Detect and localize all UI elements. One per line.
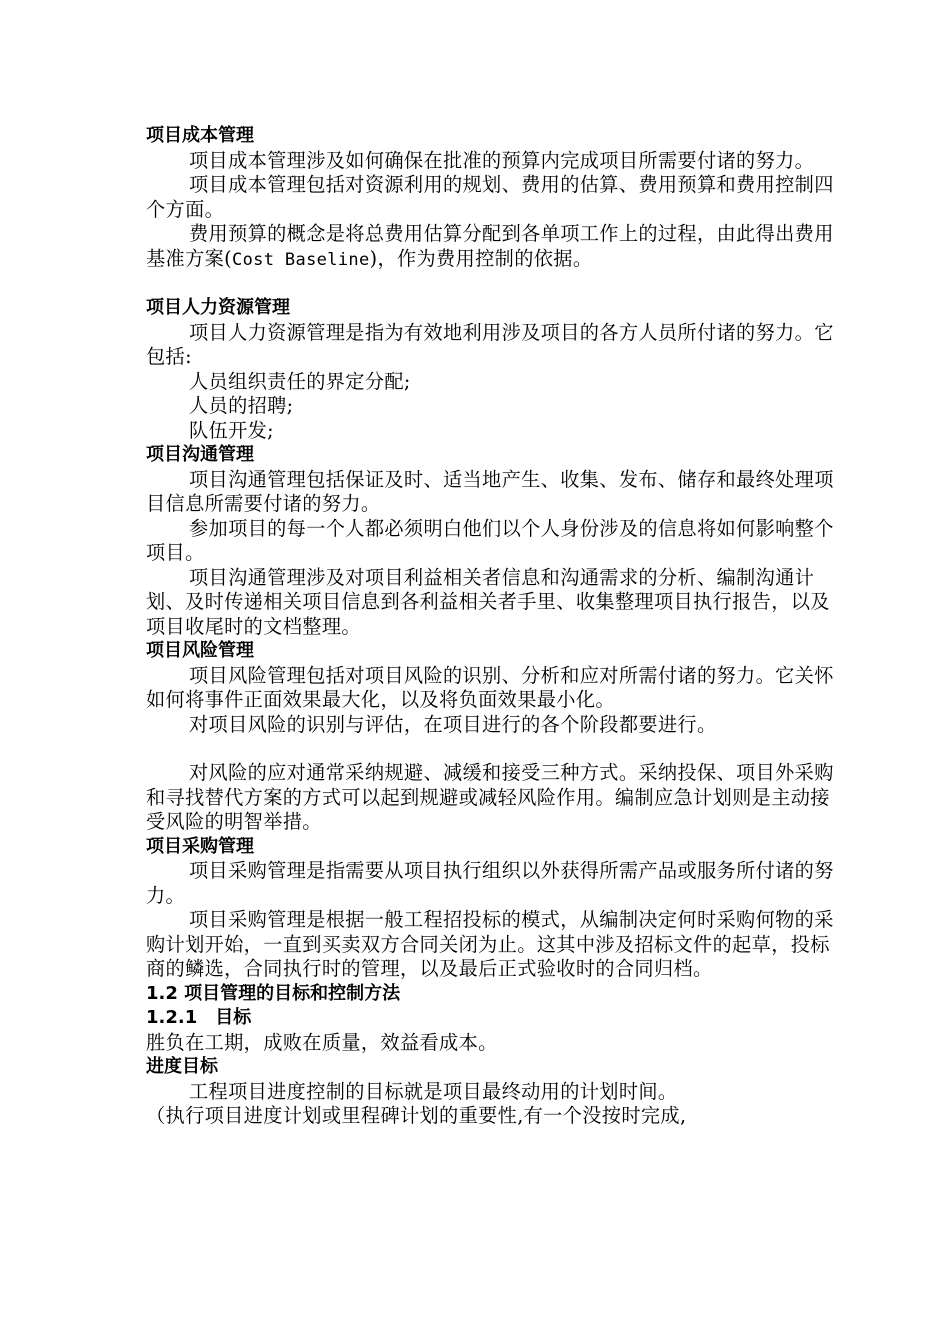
section-heading: 项目沟通管理 — [146, 444, 254, 465]
paragraph: 项目成本管理涉及如何确保在批准的预算内完成项目所需要付诸的努力。 — [189, 148, 815, 172]
document-page — [146, 124, 836, 1129]
text-run: 费用预算的概念是将总费用估算分配到各单项工作上的过程，由此得出费用 基准方案( — [146, 222, 834, 270]
section-procurement-management — [146, 835, 836, 982]
paragraph: 项目采购管理是指需要从项目执行组织以外获得所需产品或服务所付诸的努力。 — [146, 859, 834, 907]
paragraph: 项目采购管理是根据一般工程招投标的模式，从编制决定何时采购何物的采 购计划开始，一直到买卖双方合同关闭为止。这其中涉及招标文件的起草，投标 商的鳞选，合同执行时的管理，以及最后正式验收时的合同归档。 — [146, 908, 834, 980]
section-hr-management — [146, 296, 836, 443]
subsection-heading: 1.2.1 目标 — [146, 1007, 252, 1028]
paragraph: 对项目风险的识别与评估，在项目进行的各个阶段都要进行。 — [189, 712, 717, 736]
list-item: 队伍开发; — [189, 418, 274, 442]
paragraph: 项目人力资源管理是指为有效地利用涉及项目的各方人员所付诸的努力。它包括: — [146, 320, 834, 368]
text-run: )，作为费用控制的依据。 — [369, 246, 593, 270]
paragraph: 项目风险管理包括对项目风险的识别、分析和应对所需付诸的努力。它关怀 如何将事件正面效果最大化，以及将负面效果最小化。 — [146, 663, 834, 711]
paragraph — [146, 222, 836, 272]
cost-baseline-term: Cost Baseline — [232, 249, 370, 270]
section-schedule-goal — [146, 1055, 836, 1129]
list-item: 人员组织责任的界定分配; — [189, 369, 411, 393]
section-heading: 项目成本管理 — [146, 125, 254, 146]
list-item: 人员的招聘; — [189, 394, 294, 417]
section-heading: 项目人力资源管理 — [146, 297, 290, 318]
section-heading: 项目风险管理 — [146, 640, 254, 661]
chapter-heading: 1.2 项目管理的目标和控制方法 — [146, 982, 401, 1004]
section-goals — [146, 982, 836, 1056]
section-heading: 项目采购管理 — [146, 835, 254, 857]
paragraph: 项目沟通管理包括保证及时、适当地产生、收集、发布、储存和最终处理项 目信息所需要付诸的努力。 — [146, 467, 834, 515]
paragraph: 项目成本管理包括对资源利用的规划、费用的估算、费用预算和费用控制四个方面。 — [146, 173, 834, 221]
paragraph: （执行项目进度计划或里程碑计划的重要性,有一个没按时完成, — [146, 1104, 687, 1127]
paragraph: 对风险的应对通常采纳规避、减缓和接受三种方式。采纳投保、项目外采购 和寻找替代方案的方式可以起到规避或减轻风险作用。编制应急计划则是主动接 受风险的明智举措。 — [146, 761, 834, 833]
section-cost-management — [146, 124, 836, 272]
section-communication-management — [146, 443, 836, 639]
paragraph: 胜负在工期，成败在质量，效益看成本。 — [146, 1030, 498, 1054]
paragraph: 项目沟通管理涉及对项目利益相关者信息和沟通需求的分析、编制沟通计划、及时传递相关项目信息到各利益相关者手里、收集整理项目执行报告，以及项目收尾时的文档整理。 — [146, 565, 830, 638]
section-risk-management — [146, 639, 836, 835]
paragraph: 参加项目的每一个人都必须明白他们以个人身份涉及的信息将如何影响整个项目。 — [146, 516, 834, 564]
paragraph: 工程项目进度控制的目标就是项目最终动用的计划时间。 — [189, 1079, 678, 1103]
section-heading: 进度目标 — [146, 1056, 218, 1077]
